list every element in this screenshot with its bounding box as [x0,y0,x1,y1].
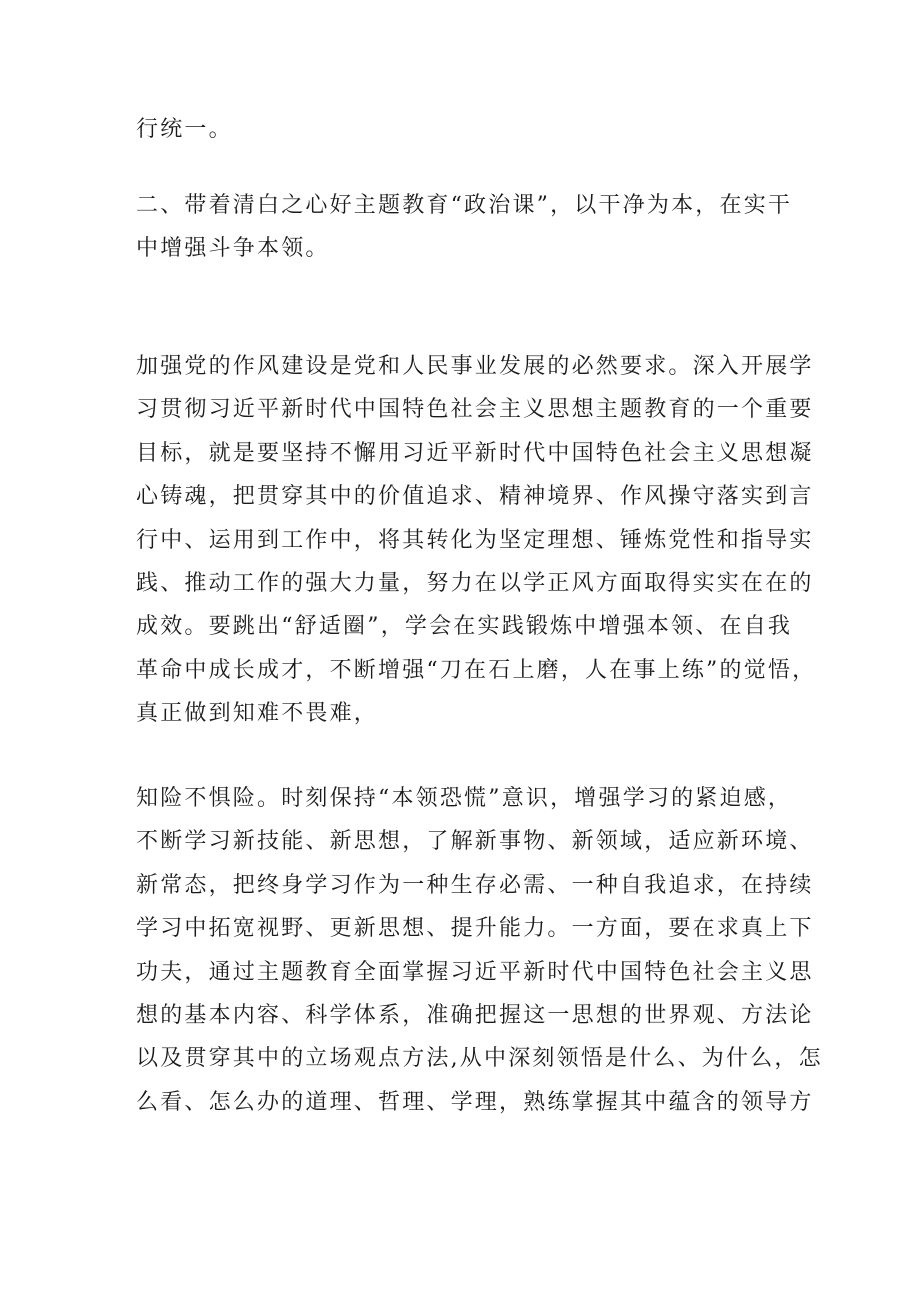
text-line: 知险不惧险。时刻保持“本领恐慌”意识，增强学习的紧迫感， [136,786,793,811]
continuation-text [136,108,816,151]
section-heading [136,184,816,271]
paragraph-1 [136,345,816,736]
text-line: 学习中拓宽视野、更新思想、提升能力。一方面，要在求真上下 [136,916,814,942]
text-line: 中增强斗争本领。 [136,236,330,262]
text-line: 不断学习新技能、新思想，了解新事物、新领域，适应新环境、 [136,829,814,855]
text-line: 么看、怎么办的道理、哲理、学理，熟练掌握其中蕴含的领导方 [136,1089,814,1115]
text-line: 真正做到知难不畏难， [136,701,379,727]
text-line: 二、带着清白之心好主题教育“政治课”，以干净为本，在实干 [136,193,793,218]
text-line: 习贯彻习近平新时代中国特色社会主义思想主题教育的一个重要 [136,397,814,423]
text-line: 革命中成长成才，不断增强“刀在石上磨，人在事上练”的觉悟， [136,657,817,683]
text-line: 心铸魂，把贯穿其中的价值追求、精神境界、作风操守落实到言 [136,484,814,510]
text-line: 行统一。 [136,117,233,142]
text-line: 新常态，把终身学习作为一种生存必需、一种自我追求，在持续 [136,872,814,898]
paragraph-2 [136,777,823,1124]
text-line: 目标，就是要坚持不懈用习近平新时代中国特色社会主义思想凝 [136,440,814,466]
text-line: 想的基本内容、科学体系，准确把握这一思想的世界观、方法论 [136,1003,814,1029]
text-line: 以及贯穿其中的立场观点方法,从中深刻领悟是什么、为什么，怎 [136,1046,823,1072]
text-line: 践、推动工作的强大力量，努力在以学正风方面取得实实在在的 [136,571,814,597]
text-line: 加强党的作风建设是党和人民事业发展的必然要求。深入开展学 [136,354,814,379]
text-line: 行中、运用到工作中，将其转化为坚定理想、锤炼党性和指导实 [136,527,814,553]
text-line: 成效。要跳出“舒适圈”，学会在实践锻炼中增强本领、在自我 [136,614,793,640]
text-line: 功夫，通过主题教育全面掌握习近平新时代中国特色社会主义思 [136,959,814,985]
